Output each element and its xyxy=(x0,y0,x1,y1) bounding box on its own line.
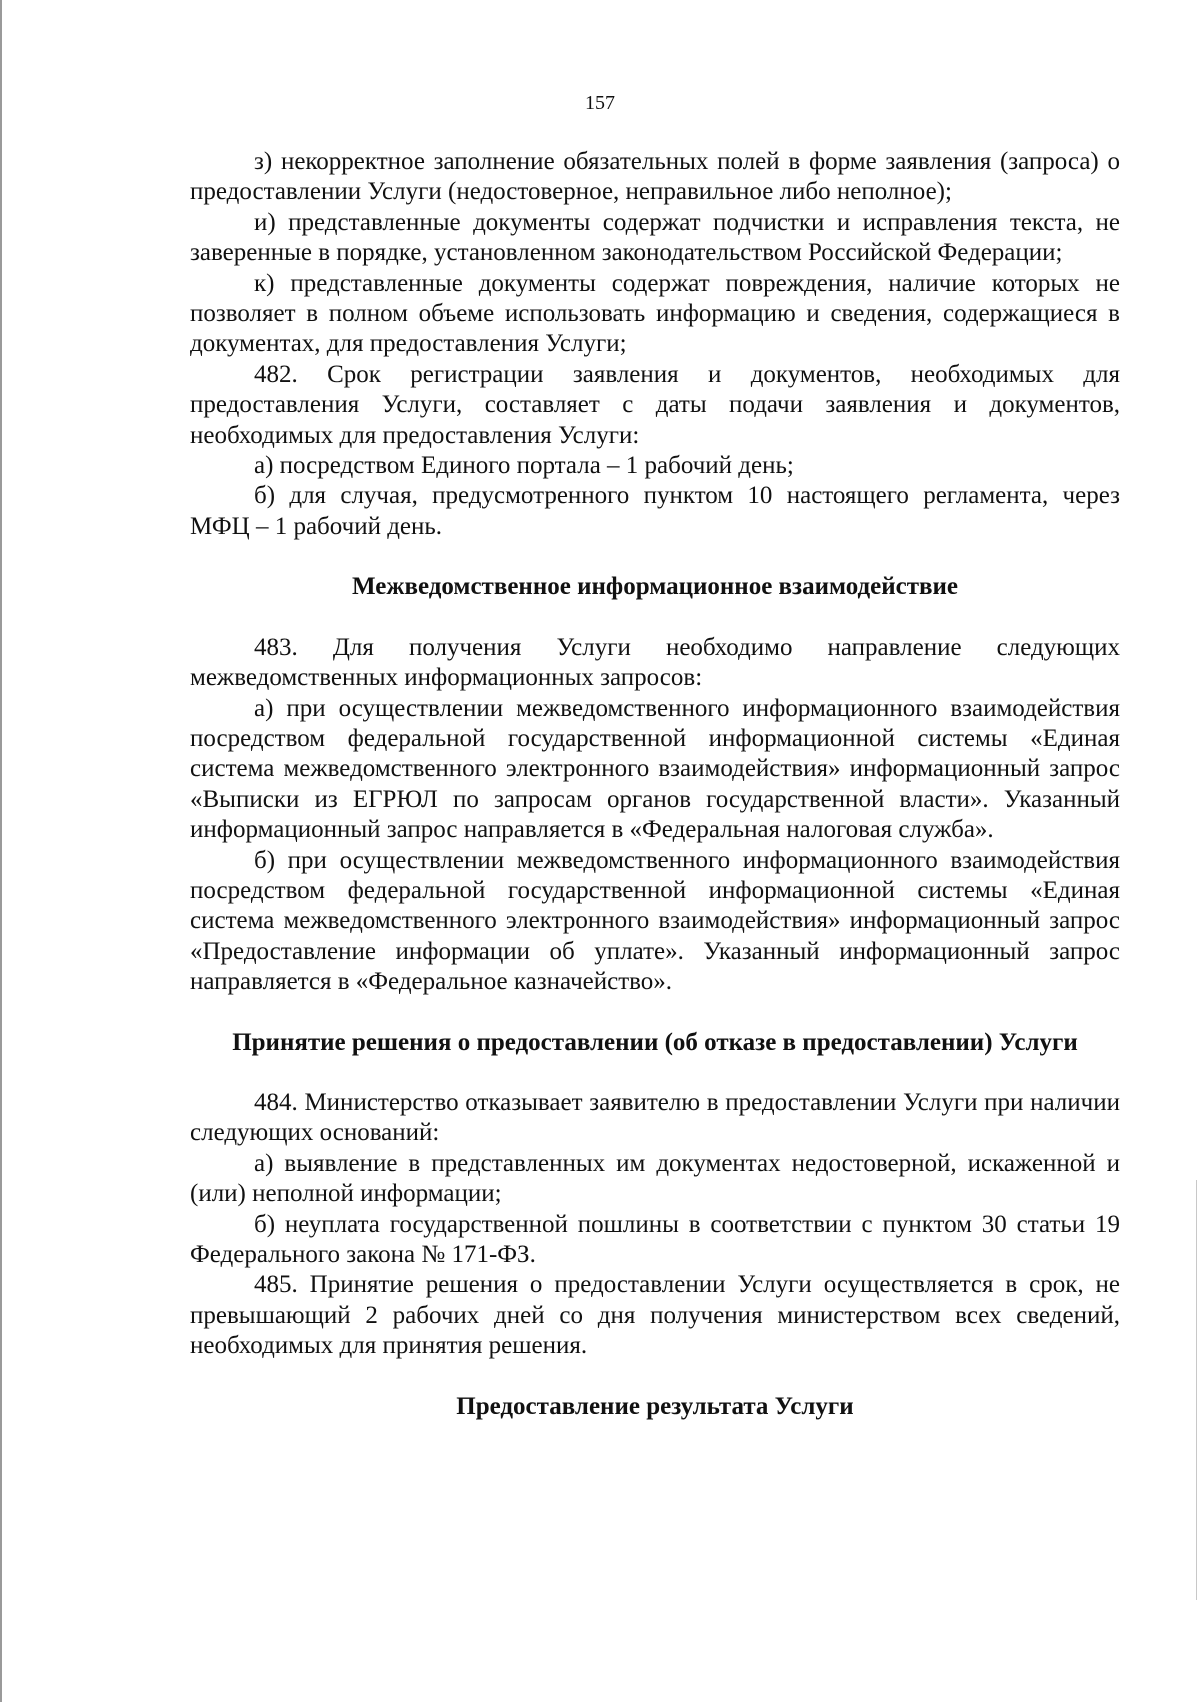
paragraph: 485. Принятие решения о предоставлении Услуги осуществляется в срок, не превышающий 2 рабочих дней со дня получения министерством всех сведений, необходимых для принятия решения. xyxy=(190,1271,1120,1360)
scan-left-edge xyxy=(0,0,2,1702)
paragraph: б) неуплата государственной пошлины в соответствии с пунктом 30 статьи 19 Федерального закона № 171-ФЗ. xyxy=(190,1210,1120,1268)
section-heading-decision: Принятие решения о предоставлении (об отказе в предоставлении) Услуги xyxy=(232,1028,1078,1056)
paragraph: а) выявление в представленных им документах недостоверной, искаженной и (или) неполной информации; xyxy=(190,1149,1120,1208)
document-body xyxy=(190,147,1120,1422)
paragraph: 484. Министерство отказывает заявителю в предоставлении Услуги при наличии следующих оснований: xyxy=(190,1088,1120,1147)
section-heading-interagency: Межведомственное информационное взаимодействие xyxy=(352,573,958,601)
section-heading-result: Предоставление результата Услуги xyxy=(456,1392,854,1420)
paragraph: а) посредством Единого портала – 1 рабочий день; xyxy=(254,452,794,480)
paragraph: 482. Срок регистрации заявления и документов, необходимых для предоставления Услуги, составляет с даты подачи заявления и документов, необходимых для предоставления Услуги: xyxy=(190,360,1120,449)
scan-right-edge xyxy=(1196,1180,1197,1600)
paragraph: а) при осуществлении межведомственного информационного взаимодействия посредством федеральной государственной информационной системы «Единая система межведомственного электронного взаимодействия» информационный запрос «Выписки из ЕГРЮЛ по запросам органов государственной власти». Указанный информационный запрос направляется в «Федеральная налоговая служба». xyxy=(190,694,1120,844)
paragraph: к) представленные документы содержат повреждения, наличие которых не позволяет в полном объеме использовать информацию и сведения, содержащиеся в документах, для предоставления Услуги; xyxy=(190,269,1120,358)
paragraph: б) при осуществлении межведомственного информационного взаимодействия посредством федеральной государственной информационной системы «Единая система межведомственного электронного взаимодействия» информационный запрос «Предоставление информации об уплате». Указанный информационный запрос направляется в «Федеральное казначейство». xyxy=(190,846,1120,996)
page-number: 157 xyxy=(585,92,615,114)
paragraph: 483. Для получения Услуги необходимо направление следующих межведомственных информационных запросов: xyxy=(190,633,1120,692)
paragraph: б) для случая, предусмотренного пунктом 10 настоящего регламента, через МФЦ – 1 рабочий день. xyxy=(190,482,1120,540)
paragraph: и) представленные документы содержат подчистки и исправления текста, не заверенные в порядке, установленном законодательством Российской Федерации; xyxy=(190,208,1120,267)
paragraph: з) некорректное заполнение обязательных полей в форме заявления (запроса) о предоставлении Услуги (недостоверное, неправильное либо неполное); xyxy=(190,148,1120,206)
